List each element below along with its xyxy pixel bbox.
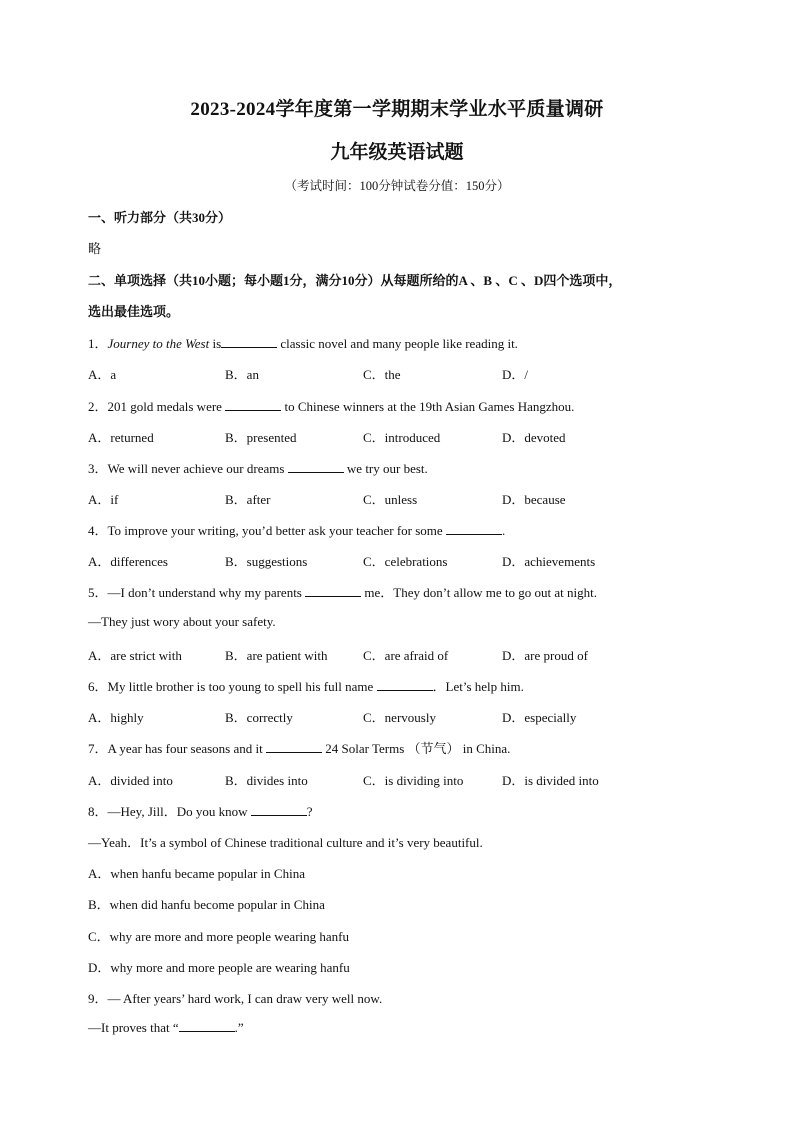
option-c: C．the [363, 367, 401, 382]
answer-blank [266, 740, 322, 753]
option-c: C．introduced [363, 430, 441, 445]
option-b: B．are patient with [225, 648, 328, 663]
question-text: . [501, 523, 506, 538]
answer-blank [288, 460, 344, 473]
question-4 [88, 520, 505, 539]
exam-title: 2023-2024学年度第一学期期末学业水平质量调研 [190, 99, 604, 120]
option-c: C．is dividing into [363, 773, 464, 788]
question-3 [88, 458, 428, 477]
question-8-reply: —Yeah．It’s a symbol of Chinese traditional culture and it’s very beautiful. [88, 835, 483, 850]
question-text: is [212, 336, 222, 351]
question-text: 5．—I don’t understand why my parents [88, 585, 306, 600]
question-text: 3．We will never achieve our dreams [88, 461, 288, 476]
question-9: 9．— After years’ hard work, I can draw very well now. [88, 991, 383, 1006]
option-a: A．if [88, 492, 119, 507]
answer-blank [179, 1019, 235, 1032]
answer-blank [377, 678, 433, 691]
question-text: 6．My little brother is too young to spell his full name [88, 679, 377, 694]
question-text: 7．A year has four seasons and it [88, 741, 266, 756]
answer-blank [446, 522, 502, 535]
question-text: —It proves that “ [88, 1020, 179, 1035]
option-d: D．devoted [502, 430, 566, 445]
option-d: D．why more and more people are wearing hanfu [88, 960, 350, 975]
question-text: we try our best. [343, 461, 428, 476]
exam-subtitle: 九年级英语试题 [330, 142, 464, 163]
option-a: A．differences [88, 554, 168, 569]
option-a: A．divided into [88, 773, 173, 788]
option-d: D．because [502, 492, 566, 507]
section1-note: 略 [88, 241, 102, 256]
exam-info: （考试时间：100分钟试卷分值：150分） [284, 179, 510, 193]
question-6 [88, 676, 524, 695]
option-c: C．are afraid of [363, 648, 449, 663]
option-a: A．when hanfu became popular in China [88, 866, 305, 881]
section2-heading-cont: 选出最佳选项。 [88, 304, 180, 319]
question-text: 2．201 gold medals were [88, 399, 226, 414]
question-text: classic novel and many people like reading it. [277, 336, 518, 351]
answer-blank [251, 803, 307, 816]
question-text: 8．—Hey, Jill．Do you know [88, 804, 251, 819]
option-a: A．highly [88, 710, 144, 725]
option-d: D．are proud of [502, 648, 588, 663]
question-text: ? [306, 804, 313, 819]
option-d: D．/ [502, 367, 529, 382]
section2-heading: 二、单项选择（共10小题；每小题1分，满分10分）从每题所给的A 、B 、C 、D四个选项中， [88, 273, 622, 288]
option-d: D．achievements [502, 554, 596, 569]
question-text: ．Let’s help him. [432, 679, 524, 694]
option-b: B．correctly [225, 710, 293, 725]
question-text: .” [234, 1020, 244, 1035]
question-8 [88, 801, 313, 820]
question-text: 24 Solar Terms （节气） in China. [322, 741, 511, 756]
answer-blank [221, 335, 277, 348]
option-c: C．why are more and more people wearing hanfu [88, 929, 349, 944]
question-5 [88, 582, 597, 601]
option-d: D．especially [502, 710, 577, 725]
question-2 [88, 396, 574, 415]
option-a: A．a [88, 367, 117, 382]
option-c: C．nervously [363, 710, 436, 725]
question-1 [88, 333, 518, 352]
option-b: B．an [225, 367, 259, 382]
option-b: B．suggestions [225, 554, 308, 569]
option-c: C．unless [363, 492, 418, 507]
section1-heading: 一、听力部分（共30分） [88, 210, 232, 225]
option-b: B．divides into [225, 773, 308, 788]
option-d: D．is divided into [502, 773, 599, 788]
question-7 [88, 738, 510, 757]
answer-blank [225, 398, 281, 411]
question-text: to Chinese winners at the 19th Asian Games Hangzhou. [281, 399, 575, 414]
question-text: me．They don’t allow me to go out at night. [361, 585, 598, 600]
answer-blank [305, 584, 361, 597]
option-c: C．celebrations [363, 554, 448, 569]
option-a: A．are strict with [88, 648, 182, 663]
option-b: B．after [225, 492, 271, 507]
option-a: A．returned [88, 430, 154, 445]
question-number: 1． [88, 336, 108, 351]
option-b: B．when did hanfu become popular in China [88, 897, 325, 912]
option-b: B．presented [225, 430, 297, 445]
question-9-reply [88, 1019, 244, 1036]
question-text: 4．To improve your writing, you’d better ask your teacher for some [88, 523, 446, 538]
book-title: Journey to the West [107, 336, 210, 351]
question-5-reply: —They just wory about your safety. [88, 614, 276, 629]
